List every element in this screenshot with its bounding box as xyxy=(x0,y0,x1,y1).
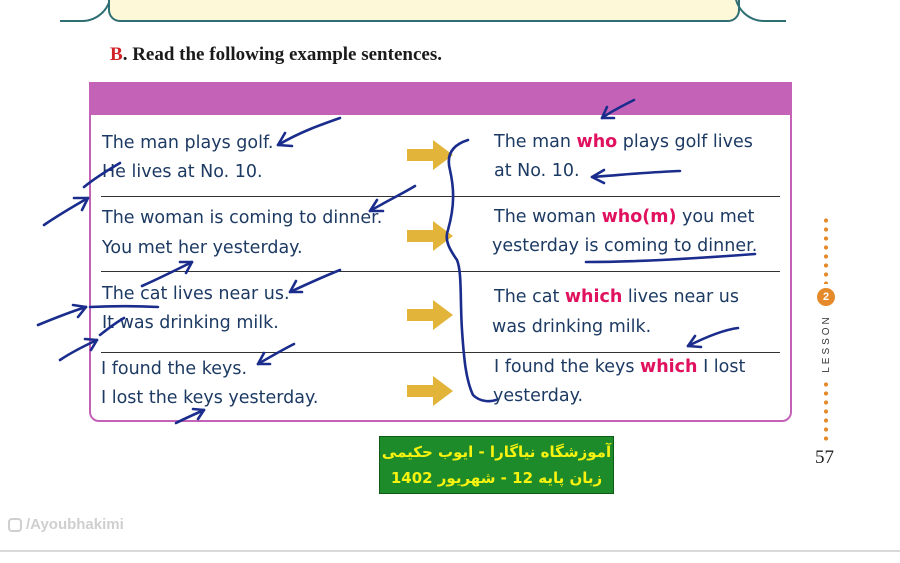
sentence-segment: I found the keys xyxy=(494,357,641,377)
table-header-bar xyxy=(91,84,790,115)
sentence-segment: lives near us xyxy=(622,287,739,307)
dotted-line xyxy=(823,216,829,284)
row3-right-line2 xyxy=(492,313,651,342)
sentence-segment: I lost xyxy=(697,357,746,377)
row2-left-sentence2: You met her yesterday. xyxy=(102,238,303,258)
row3-left-sentence1: The cat lives near us. xyxy=(102,284,290,304)
pen-arrow xyxy=(44,198,88,225)
relative-pronoun: who(m) xyxy=(601,207,677,227)
sentence-segment: The man xyxy=(494,132,577,152)
row2-right-line1 xyxy=(494,203,754,232)
relative-pronoun: who xyxy=(576,132,618,152)
top-tab xyxy=(108,0,740,22)
lesson-label xyxy=(806,310,846,376)
institute-stamp xyxy=(379,436,614,494)
page-number: 57 xyxy=(815,447,834,468)
row1-right-line2 xyxy=(494,157,580,186)
lesson-label-text: LESSON xyxy=(820,313,832,373)
bottom-divider xyxy=(0,550,900,552)
relative-pronoun: which xyxy=(564,287,623,307)
stamp-line1: آموزشگاه نیاگارا - ایوب حکیمی xyxy=(381,443,612,461)
row-divider xyxy=(101,271,780,272)
watermark-handle: /Ayoubhakimi xyxy=(26,516,124,533)
row3-left-sentence2: It was drinking milk. xyxy=(102,313,279,333)
sentence-segment: plays golf lives xyxy=(617,132,753,152)
sentence-segment: yesterday. xyxy=(493,386,584,406)
top-border-curve-left xyxy=(60,0,112,22)
sentence-segment: The woman xyxy=(494,207,602,227)
row4-right-line2 xyxy=(493,382,583,411)
sentence-segment: The cat xyxy=(494,287,565,307)
transform-arrow-icon xyxy=(407,138,453,172)
sentence-segment: you met xyxy=(676,207,755,227)
instagram-icon xyxy=(8,518,22,532)
row2-left-sentence1: The woman is coming to dinner. xyxy=(102,208,383,228)
section-heading xyxy=(110,44,442,66)
lesson-number-badge: 2 xyxy=(817,288,835,306)
row-divider xyxy=(101,196,780,197)
row1-left-sentence2: He lives at No. 10. xyxy=(102,162,263,182)
section-letter: B xyxy=(110,44,123,65)
sentence-segment: yesterday is coming to dinner. xyxy=(492,236,758,256)
row4-left-sentence1: I found the keys. xyxy=(101,359,248,379)
section-instruction: . Read the following example sentences. xyxy=(122,44,442,65)
pen-arrow xyxy=(38,307,86,325)
transform-arrow-icon xyxy=(407,298,453,332)
relative-pronoun: which xyxy=(640,357,698,377)
lesson-sidebar xyxy=(806,216,846,446)
dotted-line xyxy=(823,380,829,442)
transform-arrow-icon xyxy=(407,374,453,408)
sentence-segment: was drinking milk. xyxy=(492,317,652,337)
stamp-line2: زبان پایه 12 - شهریور 1402 xyxy=(390,469,603,487)
row2-right-line2 xyxy=(492,232,757,261)
sentence-segment: at No. 10. xyxy=(494,161,580,181)
transform-arrow-icon xyxy=(407,219,453,253)
watermark xyxy=(8,516,124,533)
top-border-curve-right xyxy=(734,0,786,22)
row1-right-line1 xyxy=(494,128,753,157)
row3-right-line1 xyxy=(494,283,739,312)
row4-right-line1 xyxy=(494,353,745,382)
row4-left-sentence2: I lost the keys yesterday. xyxy=(101,388,319,408)
row1-left-sentence1: The man plays golf. xyxy=(102,133,274,153)
